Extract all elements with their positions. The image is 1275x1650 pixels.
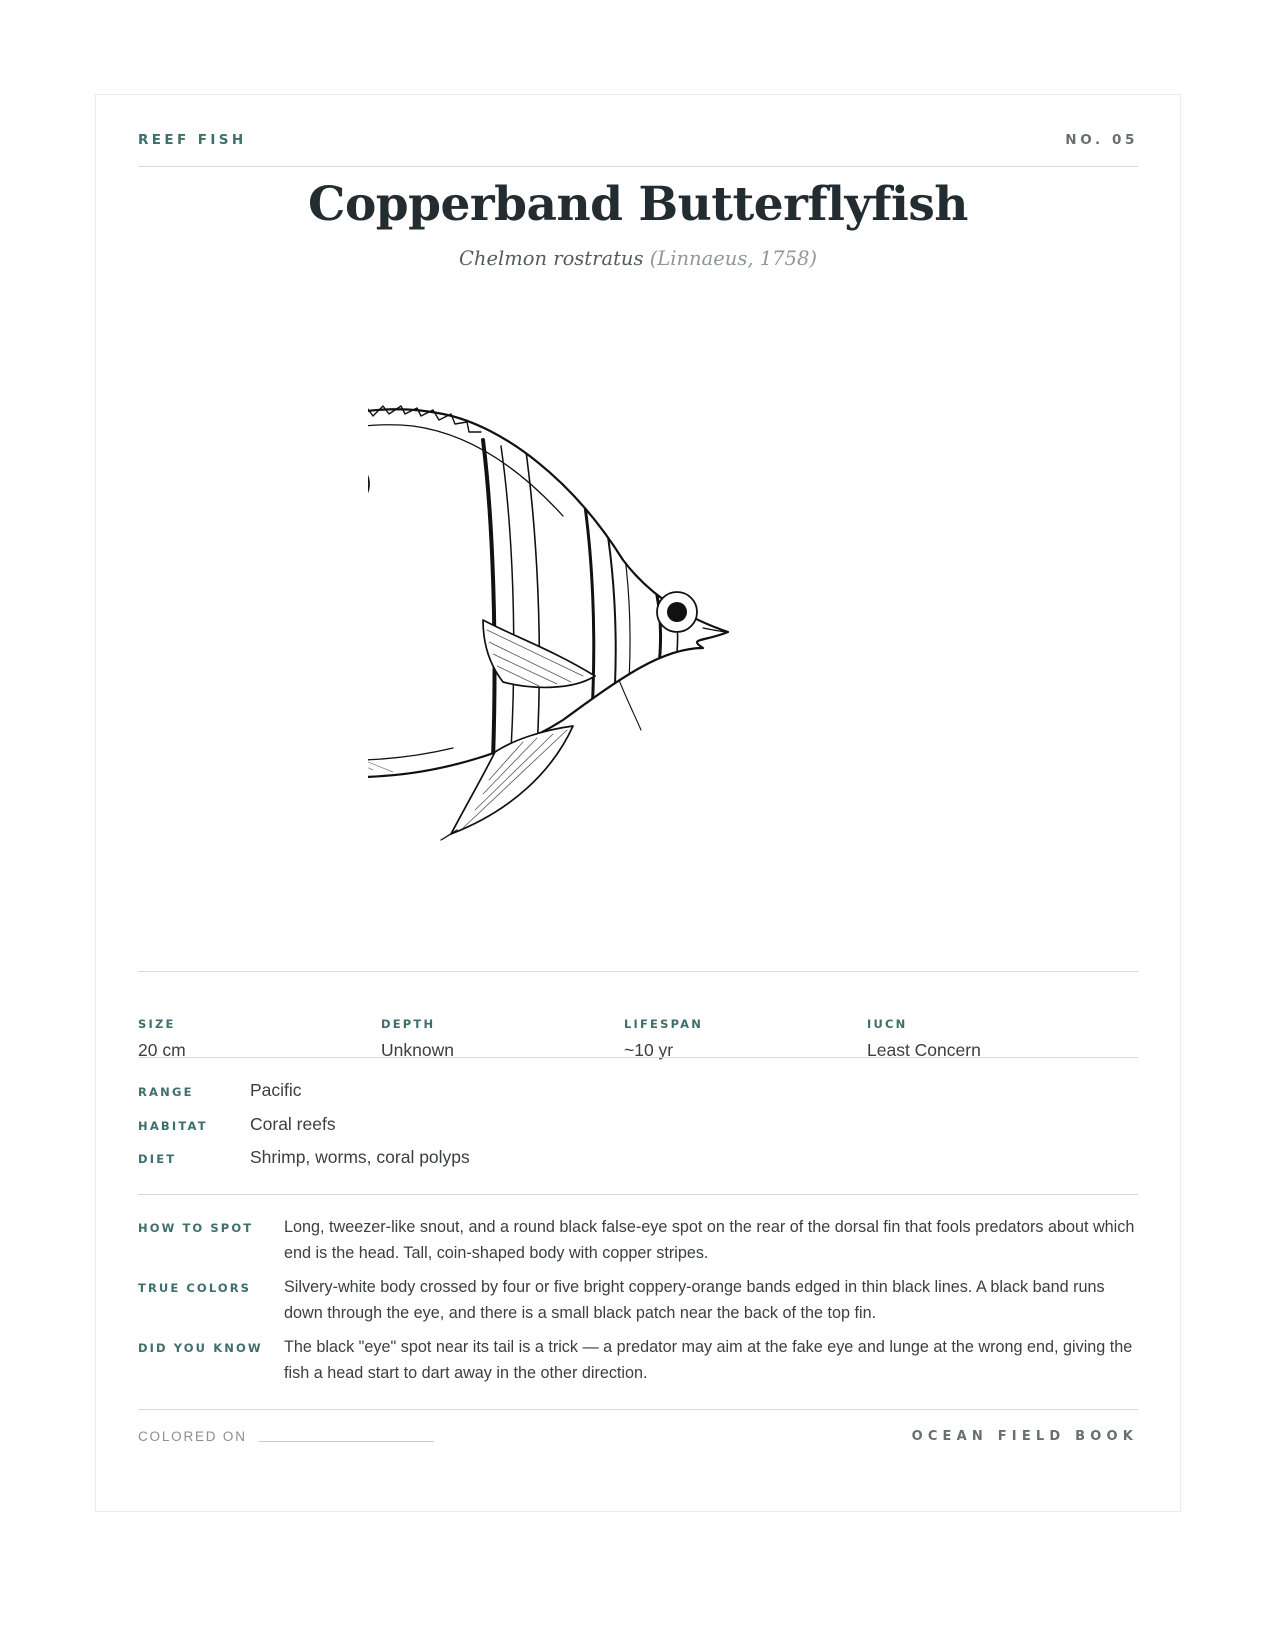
stat-label: SIZE <box>138 1017 176 1031</box>
fact-value: Coral reefs <box>250 1114 336 1134</box>
page-footer <box>138 1427 1138 1451</box>
stats-row <box>138 1017 1138 1077</box>
fact-diet <box>138 1147 1138 1177</box>
stats-bottom-divider <box>138 1057 1138 1058</box>
card-content <box>138 95 1138 1511</box>
colored-on-date-line[interactable] <box>258 1441 434 1442</box>
note-label: DID YOU KNOW <box>138 1341 263 1355</box>
footer-divider <box>138 1409 1138 1410</box>
stat-label: LIFESPAN <box>624 1017 704 1031</box>
fact-range <box>138 1080 1138 1110</box>
stat-value: Unknown <box>381 1040 454 1060</box>
stat-depth <box>381 1017 621 1061</box>
fish-illustration <box>368 380 828 885</box>
fact-label: RANGE <box>138 1085 194 1099</box>
page-header <box>138 132 1138 152</box>
fact-label: DIET <box>138 1152 177 1166</box>
brand-name: OCEAN FIELD BOOK <box>911 1429 1138 1444</box>
scientific-name <box>138 247 1138 270</box>
stat-value: Least Concern <box>867 1040 981 1060</box>
coloring-page-card <box>95 94 1181 1512</box>
taxonomic-authority: (Linnaeus, 1758) <box>649 247 817 270</box>
note-text: The black "eye" spot near its tail is a trick — a predator may aim at the fake eye and lunge at the wrong end, giving the fish a head start to dart away in the other direction. <box>284 1338 1133 1382</box>
stat-label: IUCN <box>867 1017 908 1031</box>
note-text: Silvery-white body crossed by four or five bright coppery-orange bands edged in thin black lines. A black band runs down through the eye, and there is a small black patch near the back of the top fin. <box>284 1278 1105 1322</box>
facts-divider <box>138 1194 1138 1195</box>
stat-label: DEPTH <box>381 1017 436 1031</box>
stat-iucn <box>867 1017 1107 1061</box>
stat-size <box>138 1017 378 1061</box>
fact-label: HABITAT <box>138 1119 208 1133</box>
fact-value: Shrimp, worms, coral polyps <box>250 1147 470 1167</box>
copperband-butterflyfish-line-drawing-icon <box>368 380 828 880</box>
common-name-title: Copperband Butterflyfish <box>308 177 968 232</box>
category-label: REEF FISH <box>138 132 247 148</box>
stat-lifespan <box>624 1017 864 1061</box>
header-divider <box>138 166 1138 167</box>
stat-value: ~10 yr <box>624 1040 674 1060</box>
stat-value: 20 cm <box>138 1040 186 1060</box>
note-label: TRUE COLORS <box>138 1281 252 1295</box>
colored-on-label: COLORED ON <box>138 1429 247 1444</box>
page-number: NO. 05 <box>1065 132 1138 148</box>
stats-top-divider <box>138 971 1138 972</box>
note-text: Long, tweezer-like snout, and a round black false-eye spot on the rear of the dorsal fin that fools predators about which end is the head. Tall, coin-shaped body with copper stripes. <box>284 1218 1135 1262</box>
fact-habitat <box>138 1114 1138 1144</box>
scientific-binomial: Chelmon rostratus <box>459 247 644 270</box>
note-label: HOW TO SPOT <box>138 1221 254 1235</box>
fact-value: Pacific <box>250 1080 302 1100</box>
